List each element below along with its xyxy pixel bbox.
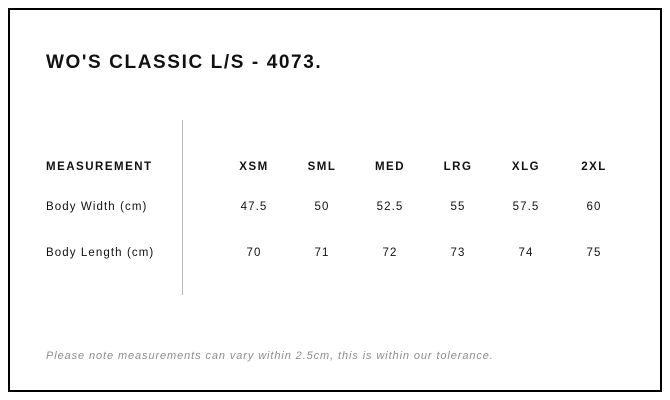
row-label-body-width: Body Width (cm) — [46, 201, 148, 213]
header-size-sml: SML — [307, 161, 337, 173]
table-header-row — [46, 150, 628, 184]
tolerance-note: Please note measurements can vary within 2.5cm, this is within our tolerance. — [46, 350, 494, 362]
header-size-xsm: XSM — [239, 161, 269, 173]
table-row — [46, 230, 628, 276]
page-title: WO'S CLASSIC L/S - 4073. — [46, 52, 323, 73]
cell-body-length-xlg: 74 — [518, 247, 534, 259]
cell-body-length-sml: 71 — [314, 247, 330, 259]
header-measurement: MEASUREMENT — [46, 161, 153, 173]
cell-body-width-sml: 50 — [314, 201, 330, 213]
page-border — [8, 8, 662, 392]
table-header — [46, 150, 628, 184]
cell-body-length-lrg: 73 — [450, 247, 466, 259]
cell-body-length-med: 72 — [382, 247, 398, 259]
cell-body-length-xsm: 70 — [246, 247, 262, 259]
header-size-med: MED — [374, 161, 406, 173]
cell-body-width-xsm: 47.5 — [240, 201, 268, 213]
header-size-2xl: 2XL — [581, 161, 607, 173]
cell-body-width-lrg: 55 — [450, 201, 466, 213]
table-body — [46, 184, 628, 276]
cell-body-width-2xl: 60 — [586, 201, 602, 213]
cell-body-width-med: 52.5 — [376, 201, 404, 213]
cell-body-length-2xl: 75 — [586, 247, 602, 259]
cell-body-width-xlg: 57.5 — [512, 201, 540, 213]
size-chart-table — [46, 150, 628, 276]
header-size-lrg: LRG — [443, 161, 473, 173]
header-size-xlg: XLG — [511, 161, 541, 173]
table-row — [46, 184, 628, 230]
row-label-body-length: Body Length (cm) — [46, 247, 155, 259]
